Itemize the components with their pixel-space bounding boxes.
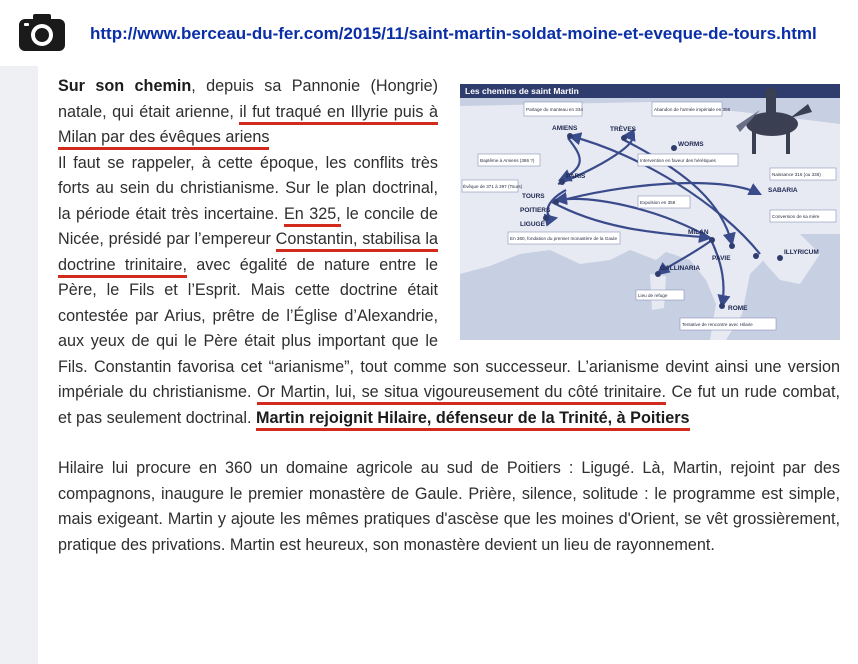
- city-tours: TOURS: [522, 193, 545, 200]
- city-liguge: LIGUGÉ: [520, 221, 545, 228]
- note-eveque: Évêque de 371 à 397 (Tours): [463, 184, 523, 189]
- city-treves: TRÈVES: [610, 126, 637, 133]
- article-body: [58, 74, 840, 558]
- underlined-bold-phrase: Martin rejoignit Hilaire, défenseur de la Trinité, à Poitiers: [256, 409, 690, 431]
- note-bapteme: Baptême à Amiens (386 ?): [480, 158, 535, 163]
- city-illyricum: ILLYRICUM: [784, 249, 819, 256]
- city-poitiers: POITIERS: [520, 207, 551, 214]
- city-worms: WORMS: [678, 141, 704, 148]
- underlined-phrase: En 325,: [284, 205, 341, 227]
- paragraph-2: Hilaire lui procure en 360 un domaine agricole au sud de Poitiers : Ligugé. Là, Martin, rejoint par des compagnons, inaugure le premier monastère de Gaule. Prière, silence, solitude : le programme est simple, mais exigeant. Martin y ajoute les mêmes pratiques d'ascèse que les moines d'Orient, se vêt grossièrement, pratique des privations. Martin est heureux, son monastère devient un lieu de rayonnement.: [58, 459, 840, 554]
- city-sabaria: SABARIA: [768, 187, 798, 194]
- saint-martin-routes-map: [460, 84, 840, 340]
- city-rome: ROME: [728, 305, 748, 312]
- underlined-phrase: Constantin, stabilisa la doctrine trinitaire,: [58, 230, 438, 278]
- underlined-phrase: il fut traqué en Illyrie puis à Milan par des évêques ariens: [58, 103, 438, 151]
- note-abandon-armee: Abandon de l'armée impériale en 356: [654, 107, 731, 112]
- camera-icon: [18, 12, 66, 52]
- paragraph-1: Sur son chemin, depuis sa Pannonie (Hongrie) natale, qui était arienne, il fut traqué en Illyrie puis à Milan par des évêques ariens Il faut se rappeler, à cette époque, les conflits très forts au sein du christianisme. Sur le plan doctrinal, la période était très incertaine. En 325, le concile de Nicée, présidé par l’empereur Constantin, stabilisa la doctrine trinitaire, avec égalité de nature entre le Père, le Fils et l’Esprit. Mais cette doctrine était contestée par Arius, prêtre de l’Église d’Alexandrie, aux yeux de qui le Père était plus important que le Fils. Constantin favorisa cet “arianisme”, tout comme son successeur. L’arianisme devint ainsi une version impériale du christianisme. Or Martin, lui, se situa vigoureusement du côté trinitaire. Ce fut un rude combat, et pas seulement doctrinal. Martin rejoignit Hilaire, défenseur de la Trinité, à Poitiers: [58, 74, 840, 431]
- underlined-phrase: Or Martin, lui, se situa vigoureusement du côté trinitaire.: [257, 383, 666, 405]
- note-monastere: En 360, fondation du premier monastère de la Gaule: [510, 236, 617, 241]
- note-heretiques: Intervention en faveur des hérétiques: [640, 158, 716, 163]
- note-naissance: Naissance 316 (ou 336): [772, 172, 821, 177]
- note-manteau: Partage du manteau en 334: [526, 107, 583, 112]
- city-amiens: AMIENS: [552, 125, 578, 132]
- source-url-link[interactable]: http://www.berceau-du-fer.com/2015/11/saint-martin-soldat-moine-et-eveque-de-tours.html: [90, 24, 817, 43]
- note-refuge: Lieu de refuge: [638, 293, 668, 298]
- left-margin-strip: [0, 66, 38, 664]
- note-conversion: Conversion de sa mère: [772, 214, 820, 219]
- map-title: Les chemins de saint Martin: [465, 86, 579, 96]
- header: [0, 0, 858, 66]
- note-rencontre: Tentative de rencontre avec Hilaire: [682, 322, 753, 327]
- city-paris: PARIS: [566, 173, 586, 180]
- city-milan: MILAN: [688, 229, 709, 236]
- city-gallinaria: GALLINARIA: [660, 265, 701, 272]
- lead-in: Sur son chemin: [58, 77, 192, 95]
- city-pavie: PAVIE: [712, 255, 731, 262]
- note-expulsion: Expulsion en 358: [640, 200, 676, 205]
